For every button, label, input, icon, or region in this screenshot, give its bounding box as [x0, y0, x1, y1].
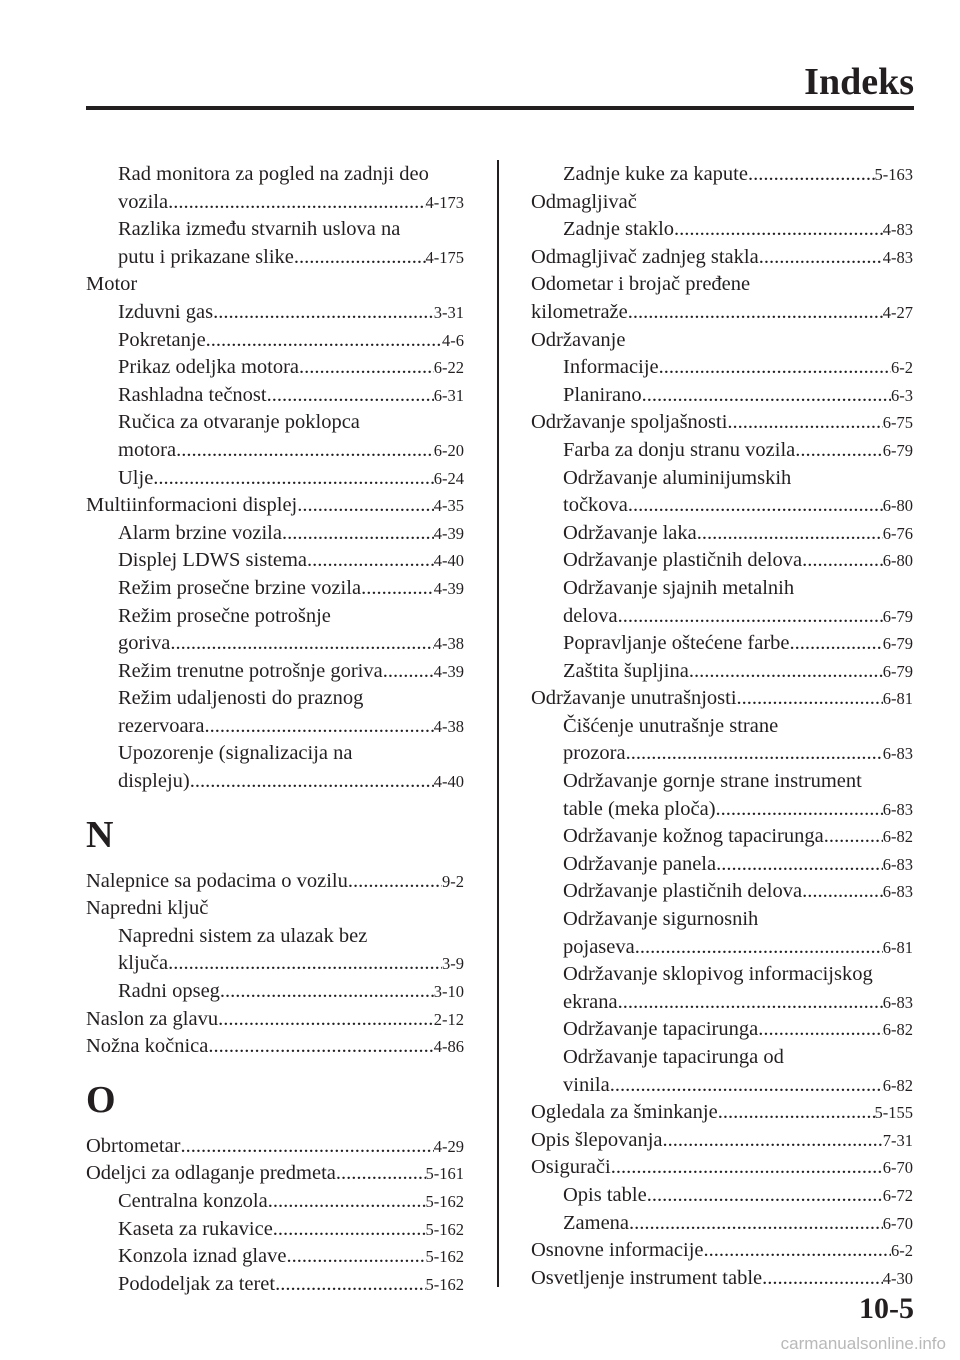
entry-page-ref: 6-22 [433, 358, 464, 378]
entry-label: Razlika između stvarnih uslova na [118, 218, 401, 241]
index-entry [531, 299, 913, 327]
index-subentry [86, 354, 464, 382]
entry-label: Napredni sistem za ulazak bez [118, 924, 368, 947]
index-subentry [531, 823, 913, 851]
entry-label: Režim prosečne potrošnje [118, 604, 331, 627]
index-column-right [531, 161, 913, 1292]
index-subentry [531, 796, 913, 824]
entry-page-ref: 4-38 [433, 716, 464, 736]
index-subentry [86, 547, 464, 575]
dot-leader [168, 950, 442, 978]
index-subentry [86, 299, 464, 327]
page-title: Indeks [804, 61, 914, 103]
entry-page-ref: 6-83 [882, 799, 913, 819]
entry-label: Održavanje sklopivog informacijskog [563, 963, 873, 986]
dot-leader [170, 630, 433, 658]
dot-leader [610, 1072, 883, 1100]
dot-leader [307, 547, 434, 575]
index-subentry [531, 161, 913, 189]
entry-page-ref: 6-83 [882, 882, 913, 902]
index-entry [531, 1099, 913, 1127]
index-subentry [86, 327, 464, 355]
dot-leader [213, 299, 434, 327]
index-subentry [531, 354, 913, 382]
index-entry [531, 189, 913, 217]
dot-leader [716, 851, 883, 879]
entry-page-ref: 4-39 [433, 578, 464, 598]
entry-label: Osnovne informacije [531, 1239, 704, 1262]
entry-page-ref: 6-76 [882, 523, 913, 543]
index-subentry [531, 1182, 913, 1210]
entry-page-ref: 3-9 [442, 954, 464, 974]
dot-leader [282, 520, 434, 548]
index-entry [531, 244, 913, 272]
index-subentry [86, 923, 464, 951]
entry-label: Kaseta za rukavice [118, 1217, 273, 1240]
entry-label: Režim prosečne brzine vozila [118, 576, 362, 599]
index-subentry [531, 603, 913, 631]
entry-label: Održavanje sjajnih metalnih [563, 576, 795, 599]
entry-page-ref: 4-39 [433, 523, 464, 543]
index-subentry [86, 1271, 464, 1299]
entry-label: prozora [563, 742, 626, 765]
index-subentry [531, 492, 913, 520]
entry-label: Održavanje plastičnih delova [563, 549, 803, 572]
entry-label: točkova [563, 494, 628, 517]
index-subentry [86, 520, 464, 548]
entry-label: Održavanje panela [563, 852, 717, 875]
dot-leader [299, 354, 434, 382]
entry-label: Multiinformacioni displej [86, 494, 298, 517]
entry-label: Ogledala za šminkanje [531, 1101, 718, 1124]
entry-page-ref: 6-72 [882, 1185, 913, 1205]
dot-leader [267, 382, 434, 410]
entry-label: pojaseva [563, 935, 635, 958]
index-subentry [86, 713, 464, 741]
entry-page-ref: 4-30 [882, 1268, 913, 1288]
index-entry [86, 1033, 464, 1061]
index-subentry [531, 961, 913, 989]
index-subentry [531, 216, 913, 244]
index-entry [531, 409, 913, 437]
entry-page-ref: 6-81 [882, 689, 913, 709]
header-rule [86, 106, 914, 110]
index-entry [531, 1154, 913, 1182]
index-subentry [86, 437, 464, 465]
entry-label: Ručica za otvaranje poklopca [118, 411, 360, 434]
dot-leader [824, 823, 883, 851]
index-subentry [86, 685, 464, 713]
dot-leader [168, 189, 425, 217]
entry-page-ref: 5-155 [874, 1103, 913, 1123]
dot-leader [190, 768, 434, 796]
entry-label: ključa [118, 952, 169, 975]
index-subentry [86, 216, 464, 244]
dot-leader [737, 685, 883, 713]
index-subentry [531, 1072, 913, 1100]
dot-leader [268, 1188, 426, 1216]
entry-label: putu i prikazane slike [118, 245, 294, 268]
dot-leader [336, 1160, 426, 1188]
dot-leader [759, 244, 883, 272]
entry-label: Opis table [563, 1183, 647, 1206]
dot-leader [206, 327, 442, 355]
index-subentry [531, 768, 913, 796]
index-entry [86, 1160, 464, 1188]
entry-label: Zamena [563, 1211, 630, 1234]
entry-label: Upozorenje (signalizacija na [118, 742, 353, 765]
entry-page-ref: 3-10 [433, 982, 464, 1002]
entry-page-ref: 9-2 [442, 871, 464, 891]
dot-leader [611, 1154, 883, 1182]
entry-page-ref: 6-83 [882, 992, 913, 1012]
entry-label: Pododeljak za teret [118, 1272, 276, 1295]
dot-leader [659, 354, 891, 382]
entry-page-ref: 5-162 [425, 1274, 464, 1294]
entry-page-ref: 6-80 [882, 496, 913, 516]
entry-label: displeju) [118, 770, 190, 793]
section-letter: N [86, 813, 114, 856]
entry-page-ref: 3-31 [433, 302, 464, 322]
index-subentry [86, 740, 464, 768]
entry-label: Nožna kočnica [86, 1035, 209, 1058]
dot-leader [642, 382, 891, 410]
index-subentry [86, 768, 464, 796]
entry-page-ref: 2-12 [433, 1009, 464, 1029]
page-number: 10-5 [859, 1292, 914, 1325]
entry-page-ref: 6-3 [891, 385, 913, 405]
entry-page-ref: 6-82 [882, 827, 913, 847]
index-subentry [531, 1210, 913, 1238]
dot-leader [795, 437, 882, 465]
index-entry [531, 327, 913, 355]
entry-label: Održavanje aluminijumskih [563, 466, 792, 489]
entry-label: Režim trenutne potrošnje goriva [118, 659, 383, 682]
dot-leader [348, 868, 442, 896]
entry-label: Radni opseg [118, 980, 220, 1003]
index-entry [531, 1127, 913, 1155]
dot-leader [618, 603, 883, 631]
index-entry [86, 492, 464, 520]
index-entry [531, 1237, 913, 1265]
entry-label: goriva [118, 632, 171, 655]
entry-label: Odeljci za odlaganje predmeta [86, 1162, 336, 1185]
entry-page-ref: 6-79 [882, 606, 913, 626]
entry-label: Rad monitora za pogled na zadnji deo [118, 163, 429, 185]
index-subentry [86, 161, 464, 189]
entry-page-ref: 4-6 [442, 330, 464, 350]
dot-leader [647, 1182, 883, 1210]
entry-label: table (meka ploča) [563, 797, 716, 820]
entry-page-ref: 7-31 [882, 1130, 913, 1150]
entry-page-ref: 6-24 [433, 468, 464, 488]
index-subentry [86, 575, 464, 603]
index-subentry [86, 409, 464, 437]
entry-page-ref: 4-27 [882, 302, 913, 322]
index-subentry [531, 1016, 913, 1044]
dot-leader [626, 740, 883, 768]
entry-page-ref: 6-80 [882, 551, 913, 571]
entry-label: Zaštita šupljina [563, 659, 689, 682]
entry-label: Održavanje [531, 328, 626, 351]
index-subentry [531, 630, 913, 658]
index-subentry [86, 244, 464, 272]
entry-label: vinila [563, 1073, 610, 1096]
entry-label: Centralna konzola [118, 1190, 268, 1212]
entry-page-ref: 4-173 [425, 192, 464, 212]
entry-label: motora [118, 438, 177, 461]
dot-leader [802, 878, 883, 906]
dot-leader [275, 1271, 425, 1299]
index-subentry [86, 1216, 464, 1244]
entry-page-ref: 4-175 [425, 247, 464, 267]
entry-label: Održavanje unutrašnjosti [531, 687, 737, 710]
index-subentry [531, 713, 913, 741]
index-column-left [86, 161, 464, 1298]
dot-leader [758, 1016, 883, 1044]
index-subentry [531, 465, 913, 493]
entry-page-ref: 6-79 [882, 661, 913, 681]
entry-page-ref: 4-83 [882, 220, 913, 240]
watermark: carmanualsonline.info [780, 1334, 946, 1353]
dot-leader [218, 1006, 434, 1034]
entry-label: Odometar i brojač pređene [531, 273, 751, 296]
dot-leader [790, 630, 883, 658]
index-entry [86, 868, 464, 896]
entry-page-ref: 5-162 [425, 1247, 464, 1267]
entry-label: Održavanje laka [563, 521, 697, 544]
entry-label: Naslon za glavu [86, 1007, 219, 1030]
entry-page-ref: 6-75 [882, 413, 913, 433]
entry-page-ref: 6-82 [882, 1075, 913, 1095]
index-entry [86, 1133, 464, 1161]
entry-label: vozila [118, 190, 169, 213]
entry-label: ekrana [563, 990, 618, 1013]
entry-label: Farba za donju stranu vozila [563, 438, 796, 461]
entry-label: Obrtometar [86, 1134, 181, 1157]
entry-page-ref: 4-29 [433, 1136, 464, 1156]
index-subentry [531, 740, 913, 768]
dot-leader [663, 1127, 883, 1155]
index-entry [86, 895, 464, 923]
entry-page-ref: 4-39 [433, 661, 464, 681]
dot-leader [718, 1099, 875, 1127]
entry-label: Osvetljenje instrument table [531, 1266, 763, 1289]
entry-label: Održavanje plastičnih delova [563, 880, 803, 903]
entry-page-ref: 5-162 [425, 1219, 464, 1239]
dot-leader [361, 575, 434, 603]
entry-label: Planirano [563, 383, 642, 406]
entry-page-ref: 4-86 [433, 1037, 464, 1057]
entry-label: Rashladna tečnost [118, 383, 267, 406]
index-subentry [86, 1188, 464, 1216]
entry-page-ref: 4-40 [433, 551, 464, 571]
index-subentry [531, 575, 913, 603]
entry-label: Režim udaljenosti do praznog [118, 687, 364, 710]
dot-leader [176, 437, 434, 465]
entry-label: rezervoara [118, 714, 205, 737]
index-subentry [86, 978, 464, 1006]
index-subentry [531, 658, 913, 686]
index-subentry [86, 630, 464, 658]
dot-leader [286, 1243, 425, 1271]
dot-leader [727, 409, 882, 437]
dot-leader [628, 299, 883, 327]
index-subentry [86, 465, 464, 493]
entry-page-ref: 6-2 [891, 1241, 913, 1261]
entry-page-ref: 4-35 [433, 496, 464, 516]
index-subentry [531, 520, 913, 548]
entry-page-ref: 6-2 [891, 358, 913, 378]
section-letter: O [86, 1078, 116, 1121]
entry-page-ref: 6-83 [882, 854, 913, 874]
entry-page-ref: 6-83 [882, 744, 913, 764]
index-entry [531, 685, 913, 713]
dot-leader [674, 216, 883, 244]
dot-leader [383, 658, 434, 686]
entry-label: Zadnje staklo [563, 218, 675, 241]
entry-label: Popravljanje oštećene farbe [563, 632, 790, 655]
entry-label: Opis šlepovanja [531, 1128, 663, 1151]
index-entry [531, 271, 913, 299]
index-entry [86, 271, 464, 299]
dot-leader [716, 796, 883, 824]
entry-page-ref: 4-38 [433, 634, 464, 654]
index-entry [531, 1265, 913, 1293]
entry-label: Pokretanje [118, 328, 206, 351]
entry-page-ref: 4-83 [882, 247, 913, 267]
index-subentry [531, 547, 913, 575]
dot-leader [153, 465, 433, 493]
dot-leader [628, 492, 883, 520]
entry-page-ref: 4-40 [433, 772, 464, 792]
entry-label: Održavanje tapacirunga [563, 1018, 759, 1041]
entry-page-ref: 6-20 [433, 440, 464, 460]
entry-label: Izduvni gas [118, 300, 214, 323]
entry-label: Održavanje gornje strane instrument [563, 770, 862, 793]
dot-leader [802, 547, 883, 575]
entry-label: Odmagljivač [531, 190, 637, 213]
entry-label: Informacije [563, 356, 659, 379]
dot-leader [635, 934, 883, 962]
entry-label: Prikaz odeljka motora [118, 356, 300, 379]
dot-leader [762, 1265, 883, 1293]
column-divider [497, 160, 499, 1287]
entry-label: Održavanje sigurnosnih [563, 908, 759, 931]
index-entry [86, 1006, 464, 1034]
dot-leader [297, 492, 434, 520]
dot-leader [697, 520, 883, 548]
entry-label: Odmagljivač zadnjeg stakla [531, 245, 759, 268]
entry-label: kilometraže [531, 300, 628, 323]
index-subentry [531, 851, 913, 879]
index-subentry [531, 382, 913, 410]
entry-label: Displej LDWS sistema [118, 549, 308, 572]
entry-label: Konzola iznad glave [118, 1245, 287, 1268]
entry-page-ref: 6-79 [882, 440, 913, 460]
entry-label: Održavanje kožnog tapacirunga [563, 825, 824, 848]
index-subentry [86, 603, 464, 631]
dot-leader [204, 713, 433, 741]
dot-leader [273, 1216, 426, 1244]
entry-label: Osigurači [531, 1156, 611, 1179]
entry-label: Zadnje kuke za kapute [563, 163, 748, 185]
entry-label: Napredni ključ [86, 897, 209, 920]
dot-leader [629, 1210, 883, 1238]
entry-page-ref: 6-70 [882, 1158, 913, 1178]
entry-page-ref: 5-162 [425, 1192, 464, 1211]
index-subentry [86, 382, 464, 410]
dot-leader [618, 989, 883, 1017]
index-subentry [86, 658, 464, 686]
index-subentry [86, 950, 464, 978]
entry-label: Ulje [118, 466, 154, 489]
entry-label: Održavanje tapacirunga od [563, 1046, 784, 1068]
entry-label: Nalepnice sa podacima o vozilu [86, 869, 348, 892]
dot-leader [294, 244, 426, 272]
entry-page-ref: 6-81 [882, 937, 913, 957]
index-subentry [531, 906, 913, 934]
dot-leader [704, 1237, 892, 1265]
entry-label: Čišćenje unutrašnje strane [563, 714, 779, 737]
dot-leader [220, 978, 434, 1006]
entry-page-ref: 6-79 [882, 634, 913, 654]
entry-page-ref: 6-82 [882, 1020, 913, 1040]
index-subentry [86, 189, 464, 217]
entry-page-ref: 6-31 [433, 385, 464, 405]
index-subentry [531, 1044, 913, 1072]
index-subentry [531, 934, 913, 962]
entry-label: delova [563, 604, 618, 627]
entry-label: Motor [86, 273, 138, 296]
index-subentry [531, 878, 913, 906]
entry-label: Održavanje spoljašnosti [531, 411, 728, 434]
dot-leader [181, 1133, 434, 1161]
dot-leader [689, 658, 883, 686]
index-subentry [86, 1243, 464, 1271]
index-subentry [531, 989, 913, 1017]
entry-label: Alarm brzine vozila [118, 521, 282, 544]
entry-page-ref: 5-163 [874, 165, 913, 184]
index-subentry [531, 437, 913, 465]
dot-leader [208, 1033, 433, 1061]
entry-page-ref: 6-70 [882, 1213, 913, 1233]
entry-page-ref: 5-161 [425, 1164, 464, 1184]
dot-leader [748, 161, 875, 189]
